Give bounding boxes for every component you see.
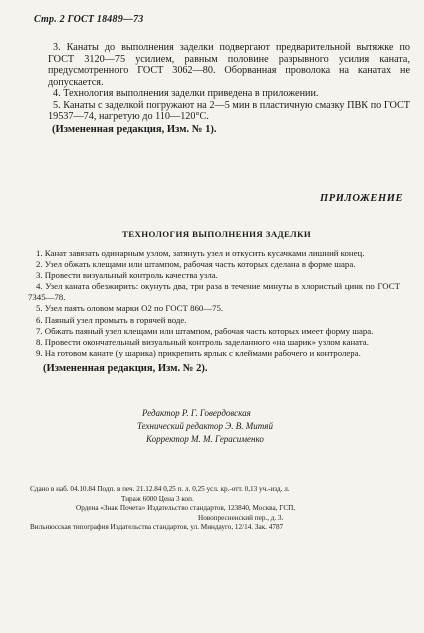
appendix-label: ПРИЛОЖЕНИЕ — [320, 193, 404, 204]
paragraph-3: 3. Канаты до выполнения заделки подвергают предварительной вытяжке по ГОСТ 3120—75 усилием, равным половине разрывного усилия каната, предусмотренного ГОСТ 3062—80. Оборванная проволока на канатах не допускается. — [48, 42, 410, 88]
page-header: Стр. 2 ГОСТ 18489—73 — [34, 14, 144, 25]
imprint-block — [30, 485, 402, 533]
edition-note-1: (Измененная редакция, Изм. № 1). — [52, 123, 217, 135]
step-5: 5. Узел паять оловом марки О2 по ГОСТ 860—75. — [36, 303, 224, 314]
tech-editor-credit: Технический редактор Э. В. Митяй — [137, 421, 273, 431]
step-1: 1. Канат завязать одинарным узлом, затянуть узел и откусить кусачками лишний конец. — [36, 248, 365, 258]
imprint-line-5: Вильнюсская типография Издательства стандартов, ул. Миндауго, 12/14. Зак. 4787 — [30, 523, 284, 532]
paragraph-4: 4. Технология выполнения заделки приведена в приложении. — [53, 88, 319, 99]
imprint-line-4: Новопресненский пер., д. 3. — [198, 513, 284, 522]
step-3: 3. Провести визуальный контроль качества узла. — [36, 270, 218, 281]
credits-block — [137, 407, 273, 446]
step-9: 9. На готовом канате (у шарика) прикрепить ярлык с клеймами рабочего и контролера. — [36, 347, 361, 358]
edition-note-2: (Измененная редакция, Изм. № 2). — [43, 362, 208, 374]
section-requirements — [48, 42, 410, 135]
appendix-title: ТЕХНОЛОГИЯ ВЫПОЛНЕНИЯ ЗАДЕЛКИ — [122, 229, 312, 239]
step-2: 2. Узел обжать клещами или штампом, рабочая часть которых сделана в форме шара. — [36, 259, 356, 270]
imprint-line-2: Тираж 6000 Цена 3 коп. — [121, 494, 194, 503]
step-6: 6. Паяный узел промыть в горячей воде. — [36, 314, 187, 325]
editor-credit: Редактор Р. Г. Говердовская — [142, 408, 251, 418]
imprint-line-3: Ордена «Знак Почета» Издательство стандартов, 123840, Москва, ГСП, — [76, 504, 296, 513]
imprint-line-1: Сдано в наб. 04.10.84 Подп. в печ. 21.12.84 0,25 п. л. 0,25 усл. кр.-отт. 0,13 уч.-изд. л. — [30, 485, 290, 493]
step-4: 4. Узел каната обезжирить: окунуть два, три раза в течение минуты в хлористый цинк по ГОСТ 7345—78. — [28, 281, 400, 303]
step-7: 7. Обжать паяный узел клещами или штампом, рабочая часть которых имеет форму шара. — [36, 325, 374, 336]
paragraph-5: 5. Канаты с заделкой погружают на 2—5 мин в пластичную смазку ПВК по ГОСТ 19537—74, нагретую до 110—120°С. — [48, 99, 410, 122]
step-8: 8. Провести окончательный визуальный контроль заделанного «на шарик» узлом каната. — [36, 336, 369, 347]
technology-steps — [28, 248, 400, 374]
proofreader-credit: Корректор М. М. Герасименко — [146, 434, 264, 444]
